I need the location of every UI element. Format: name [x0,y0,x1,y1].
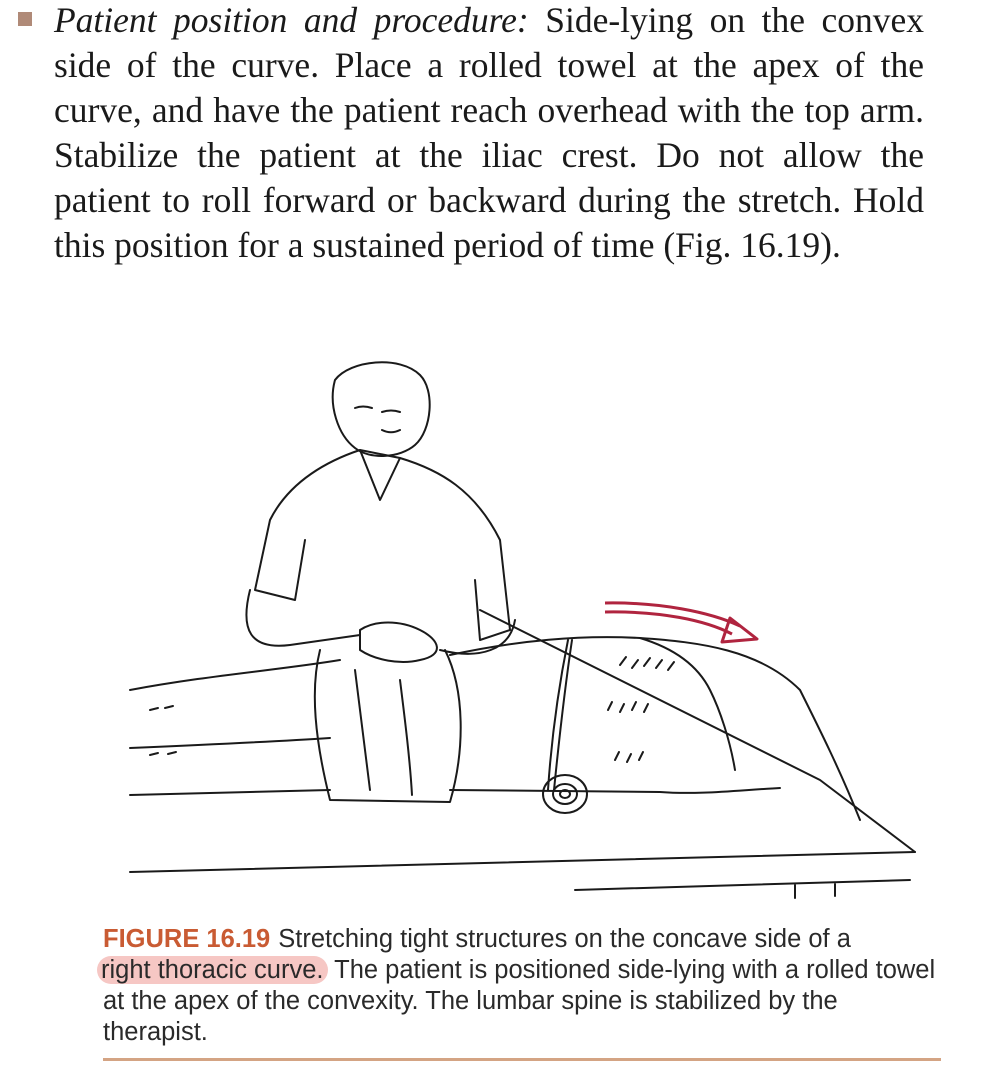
therapist-shirt [255,450,510,630]
therapist-skirt [315,650,461,802]
caption-end: The patient is positioned side-lying with a rolled towel at the apex of the convexity. The lumbar spine is stabilized by the therapist. [103,956,936,1046]
table-far-edge [480,610,915,852]
therapist-head [333,362,430,456]
caption-start: Stretching tight structures on the concave side of a [278,925,851,953]
figure-illustration [120,350,930,910]
therapist-arms [246,590,515,654]
figure-caption [103,924,943,1048]
bullet-body: Side-lying on the convex side of the curve. Place a rolled towel at the apex of the curve, and have the patient reach overhead with the top arm. Stabilize the patient at the iliac crest. Do not allow the patient to roll forward or backward during the stretch. Hold this position for a sustained period of time (Fig. 16.19). [54,0,924,265]
bullet-lead: Patient position and procedure: [54,0,529,40]
patient-legs [130,660,340,795]
bullet-marker [18,12,32,26]
caption-rule [103,1058,941,1061]
stretch-arrow [605,603,757,642]
bullet-text [54,0,924,268]
caption-highlight: right thoracic curve. [97,956,328,984]
rolled-towel [543,775,587,813]
table-top-edge [130,852,915,872]
table-floor-line [575,880,910,890]
therapist-hands [360,623,437,662]
figure-label: FIGURE 16.19 [103,925,271,953]
patient-waist-band [548,640,568,790]
